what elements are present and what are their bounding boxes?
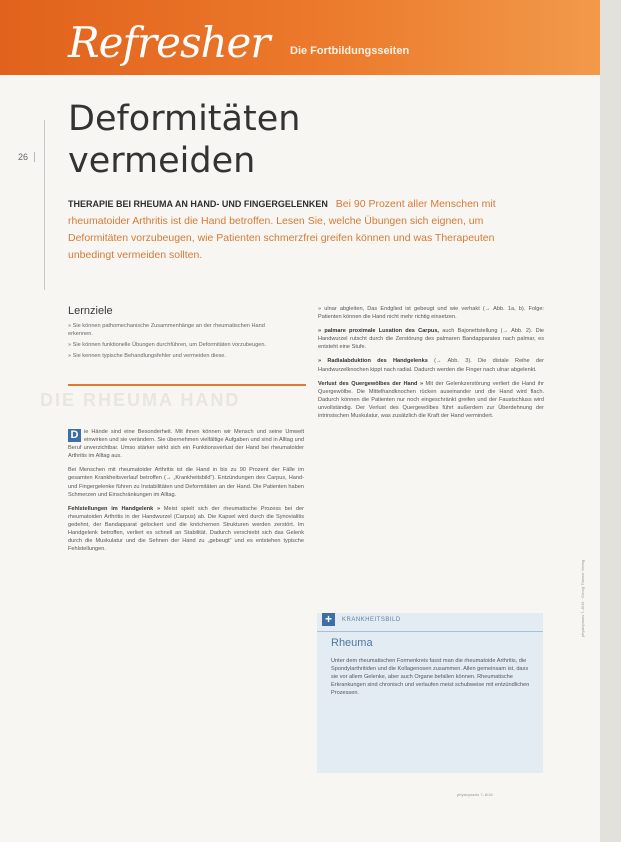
paragraph-label: Verlust des Quergewölbes der Hand » (318, 380, 424, 387)
orange-divider (68, 384, 306, 386)
body-column-right (318, 305, 544, 426)
title-line-2: vermeiden (68, 141, 256, 181)
paragraph (318, 327, 544, 351)
paragraph (318, 380, 544, 420)
info-box-title: Rheuma (331, 637, 373, 649)
watermark-text: DIE RHEUMA HAND (40, 390, 241, 410)
paragraph (68, 505, 304, 554)
plus-icon: + (322, 613, 335, 626)
title-line-1: Deformitäten (68, 99, 301, 139)
paragraph: Bei Menschen mit rheumatoider Arthritis ist die Hand in bis zu 90 Prozent der Fälle im gesamten Krankheitsverlauf betroffen (→ „Krankheitsbild“). Entzündungen des Carpus, Hand- und Fingergelenke führen zu Instabilitäten und Deformitäten an der Hand. Die Patienten haben Schmerzen und Einschränkungen im Alltag. (68, 467, 304, 498)
kicker-text: Bei 90 Prozent aller Menschen mit rheumatoider Arthritis ist die Hand betroffen. Lesen Sie, welche Übungen sich eignen, um Deformitäten vorzubeugen, wie Patienten schmerzfrei greifen können und was Therapeuten unbedingt vermeiden sollten. (68, 198, 496, 261)
info-box-divider (317, 631, 543, 632)
header-banner (0, 0, 600, 75)
paragraph-label: » Radialabduktion des Handgelenks (318, 358, 428, 365)
lernziele-list (68, 322, 288, 363)
scan-margin (600, 0, 621, 842)
article-title (68, 98, 300, 182)
list-item: » Sie können pathomechanische Zusammenhänge an der rheumatischen Hand erkennen. (68, 323, 265, 337)
list-item: » Sie können funktionelle Übungen durchführen, um Deformitäten vorzubeugen. (68, 342, 267, 348)
footer-mark: physiopraxis 7–8/16 (457, 792, 493, 797)
side-rule (44, 120, 45, 290)
info-box-label: KRANKHEITSBILD (342, 617, 401, 623)
paragraph-text: Mit der Gelenkzerstörung verliert die Hand ihr Quergewölbe. Die Mittelhandknochen rücken auseinander und die Hand wird flach. Dadurch können die Patienten nur noch eingeschränkt greifen und der Faustschluss wird unvollständig. Der Verlust des Quergewölbes führt außerdem zur Überdehnung der intrinsischen Muskulatur, was zusätzlich die Kraft der Hand vermindert. (318, 380, 544, 420)
paragraph-label: Fehlstellungen im Handgelenk » (68, 505, 161, 512)
section-subtitle: Die Fortbildungsseiten (290, 45, 410, 57)
paragraph-text: (→ Abb. 3). Die distale Reihe der Handwurzelknochen kippt nach radial. Dadurch werden die Finger nach ulnar abgelenkt. (318, 358, 544, 373)
paragraph: » ulnar abgleiten, Das Endglied ist gebeugt und wie verhakt (→ Abb. 1a, b). Folge: Patienten können die Hand nicht mehr richtig einsetzen. (318, 306, 544, 321)
paragraph-text: Meist spielt sich der rheumatische Prozess bei der rheumatoiden Arthritis in der Handwurzel (Carpus) ab. Die Kapsel wird durch die Synovialitis gedehnt, der Bandapparat gelockert und die knöchernen Strukturen werden zerstört. Im Handgelenk betroffen, verliert es schnell an Stabilität. Dadurch verschiebt sich das Gelenk durch die Muskulatur und die Sehnen der Hand zu „gebeugt“ und es entstehen typische Fehlstellungen. (68, 505, 304, 553)
article-kicker (68, 196, 538, 264)
section-title: Refresher (68, 18, 270, 67)
body-column-left (68, 428, 304, 559)
paragraph-text: auch Bajonettstellung (→ Abb. 2). Die Handwurzel rutscht durch die Zerstörung des palmaren Bandapparates nach palmar, es entsteht eine Stufe. (318, 328, 544, 351)
lernziele-title: Lernziele (68, 305, 113, 317)
paragraph (68, 428, 304, 460)
kicker-label: THERAPIE BEI RHEUMA AN HAND- UND FINGERGELENKEN (68, 199, 328, 209)
paragraph (318, 357, 544, 373)
list-item: » Sie kennen typische Behandlungsfehler und vermeiden diese. (68, 353, 226, 359)
paragraph-label: » palmare proximale Luxation des Carpus, (318, 328, 439, 335)
page-number: 26 (18, 152, 35, 162)
vertical-footer: physiopraxis 7–8/16 · Georg Thieme Verlag (580, 560, 585, 638)
info-box-text: Unter dem rheumatischen Formenkreis fasst man die rheumatoide Arthritis, die Spondylarthritiden und die Kollagenosen zusammen. Allen gemeinsam ist, dass sie vor allem Gelenke, aber auch Organe befallen können. Rheumatische Erkrankungen sind chronisch und verlaufen meist schubweise mit entzündlichen Prozessen. (331, 658, 530, 697)
dropcap: D (68, 429, 81, 442)
paragraph-text: ie Hände sind eine Besonderheit. Mit ihnen können wir Mensch und seine Umwelt einwirken und sie verändern. Sie übernehmen vielfältige Aufgaben und sind in Alltag und Beruf unverzichtbar. Umso stärker wirkt sich ein Funktionsverlust der Hand bei rheumatoider Arthritis im Alltag aus. (68, 429, 304, 460)
